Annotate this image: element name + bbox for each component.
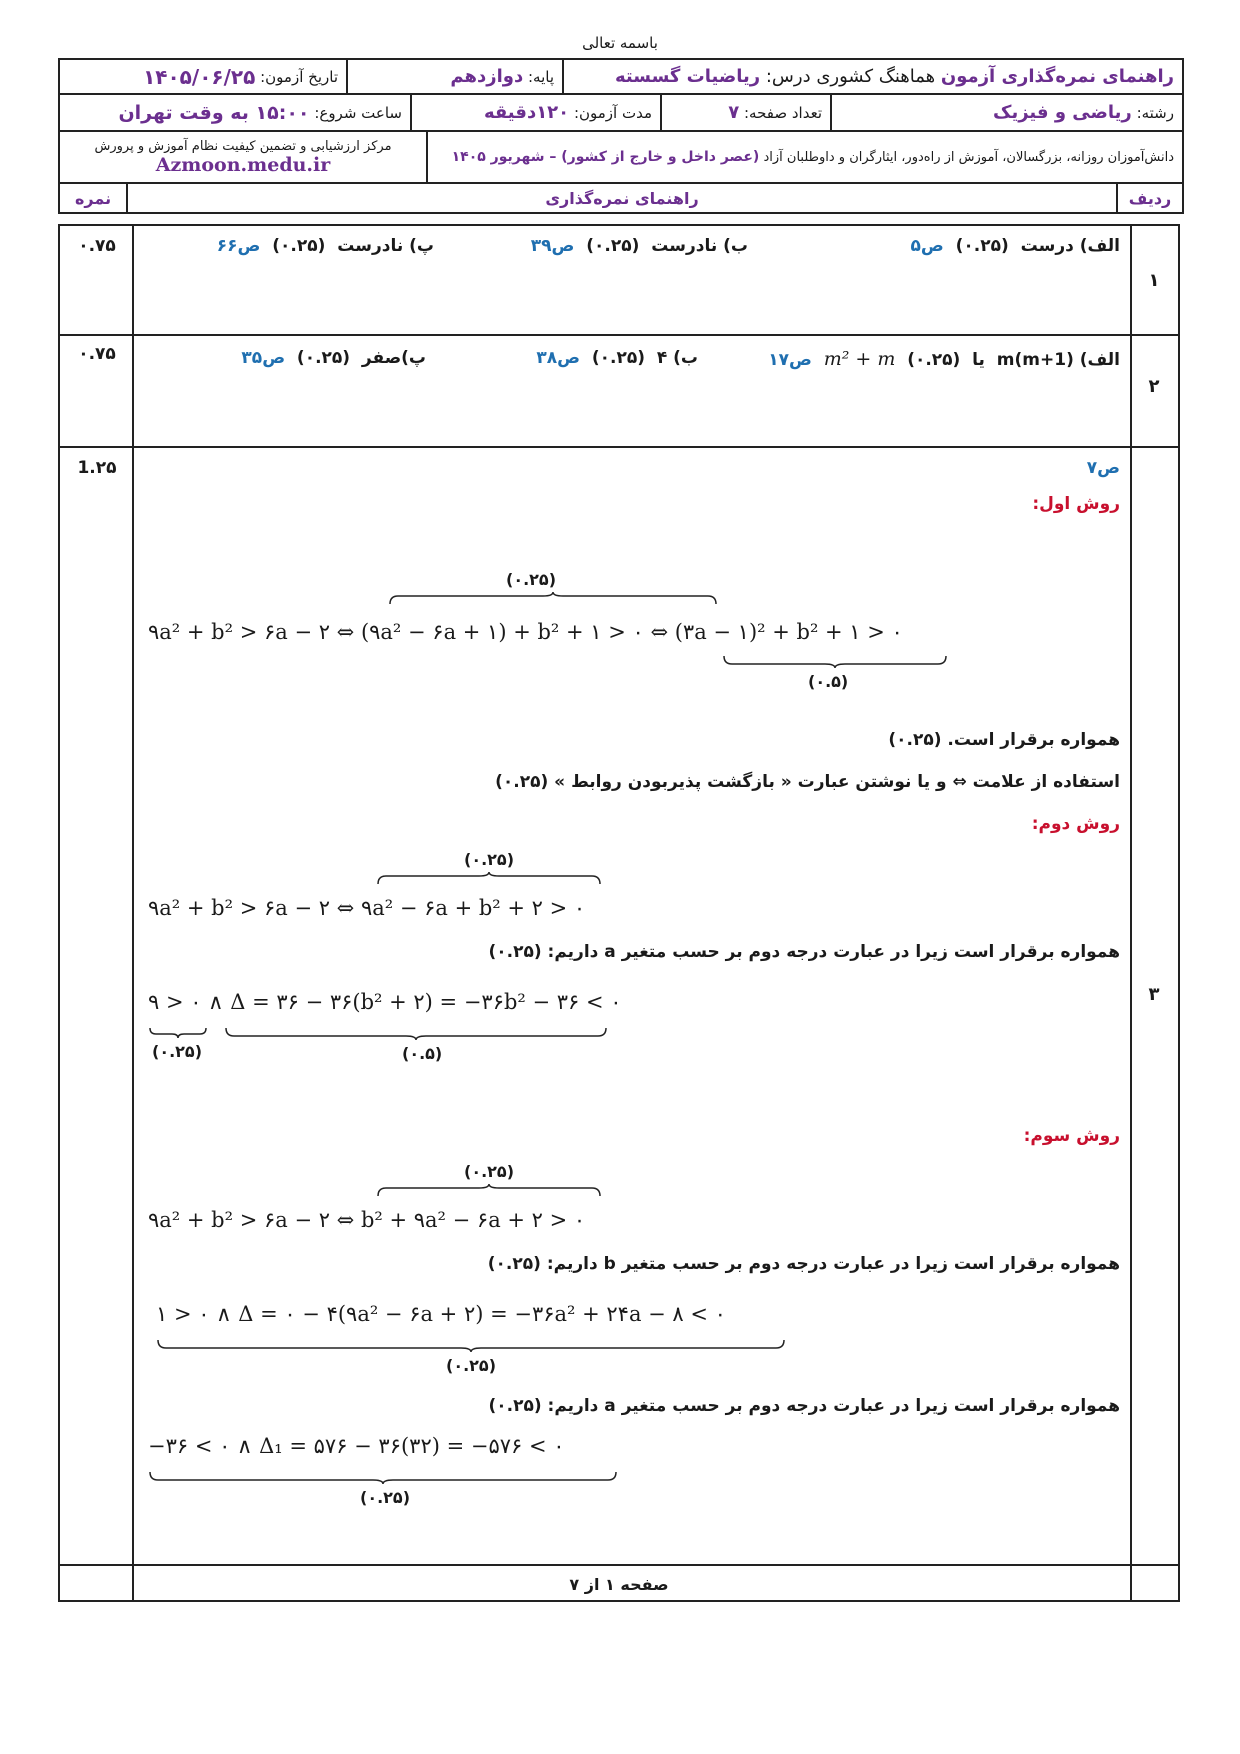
pages-label: تعداد صفحه:	[743, 103, 822, 122]
students-text: دانش‌آموزان روزانه، بزرگسالان، آموزش از راه‌دور، ایثارگران و داوطلبان آزاد	[763, 149, 1174, 165]
col-row-header: ردیف	[1116, 184, 1182, 212]
center-name: مرکز ارزشیابی و تضمین کیفیت نظام آموزش و پرورش	[94, 138, 392, 154]
date-cell	[60, 60, 346, 93]
method2-under-score2: (۰.۵)	[402, 1044, 443, 1063]
site-link[interactable]: Azmoon.medu.ir	[155, 153, 331, 176]
method3-over-score: (۰.۲۵)	[464, 1162, 514, 1181]
method2-over-score: (۰.۲۵)	[464, 850, 514, 869]
row2-part-b: ب) ۴ (۰.۲۵) ص۳۸	[536, 348, 698, 368]
col-guide-header: راهنمای نمره‌گذاری	[126, 184, 1116, 212]
field-cell	[830, 95, 1182, 130]
method1-over-score: (۰.۲۵)	[506, 570, 556, 589]
course-name: ریاضیات گسسته	[615, 66, 761, 87]
start-label: ساعت شروع:	[314, 103, 402, 122]
row1-number: ۱	[1148, 270, 1160, 291]
method3-note2: همواره برقرار است زیرا در عبارت درجه دوم بر حسب متغیر a داریم: (۰.۲۵)	[488, 1396, 1120, 1416]
duration-value: ۱۲۰دقیقه	[483, 102, 570, 123]
method3-under-score1: (۰.۲۵)	[446, 1356, 496, 1375]
row3-score: 1.۲۵	[77, 458, 117, 478]
method1-title: روش اول:	[1032, 494, 1120, 514]
center-cell	[60, 132, 426, 182]
pages-cell	[660, 95, 830, 130]
method3-equation: ۹a² + b² > ۶a − ۲ ⇔ b² + ۹a² − ۶a + ۲ > ۰	[148, 1208, 586, 1232]
method1-under-score: (۰.۵)	[808, 672, 849, 691]
method3-equation2: ۱ > ۰ ∧ Δ = ۰ − ۴(۹a² − ۶a + ۲) = −۳۶a² + ۲۴a − ۸ < ۰	[156, 1302, 726, 1326]
method2-overbrace	[376, 872, 602, 886]
row2-number: ۲	[1148, 376, 1160, 397]
grade-label: پایه:	[527, 67, 554, 86]
method1-underbrace	[722, 654, 948, 668]
start-value: ۱۵:۰۰ به وقت تهران	[118, 101, 310, 124]
field-label: رشته:	[1136, 103, 1174, 122]
field-value: رياضی و فیزیک	[993, 102, 1132, 123]
guide-title: راهنمای نمره‌گذاری آزمون	[940, 66, 1174, 87]
method1-equation: ۹a² + b² > ۶a − ۲ ⇔ (۹a² − ۶a + ۱) + b² + ۱ > ۰ ⇔ (۳a − ۱)² + b² + ۱ > ۰	[148, 620, 903, 644]
duration-cell	[410, 95, 660, 130]
method3-underbrace2	[148, 1470, 618, 1484]
row2-score: ۰.۷۵	[78, 344, 116, 364]
method3-equation3: −۳۶ < ۰ ∧ Δ₁ = ۵۷۶ − ۳۶(۳۲) = −۵۷۶ < ۰	[148, 1434, 565, 1458]
method2-equation: ۹a² + b² > ۶a − ۲ ⇔ ۹a² − ۶a + b² + ۲ > ۰	[148, 896, 586, 920]
students-cell	[426, 132, 1182, 182]
pages-value: ۷	[728, 102, 740, 123]
grade-cell	[346, 60, 562, 93]
method1-note2: استفاده از علامت ⇔ و یا نوشتن عبارت « بازگشت پذیربودن روابط » (۰.۲۵)	[495, 772, 1120, 792]
method3-overbrace	[376, 1184, 602, 1198]
method3-under-score2: (۰.۲۵)	[360, 1488, 410, 1507]
method3-note1: همواره برقرار است زیرا در عبارت درجه دوم بر حسب متغیر b داریم: (۰.۲۵)	[487, 1254, 1120, 1274]
grade-value: دوازدهم	[450, 66, 524, 87]
students-highlight: (عصر داخل و خارج از کشور) – شهریور ۱۴۰۵	[451, 149, 760, 165]
guide-title-cell	[562, 60, 1182, 93]
answer-table	[58, 224, 1180, 1602]
method2-under-score1: (۰.۲۵)	[152, 1042, 202, 1061]
row1-part-a: الف) درست (۰.۲۵) ص۵	[910, 236, 1120, 256]
col-score-header: نمره	[74, 188, 112, 208]
method2-equation2: ۹ > ۰ ∧ Δ = ۳۶ − ۳۶(b² + ۲) = −۳۶b² − ۳۶ < ۰	[148, 990, 622, 1014]
method2-underbrace2	[224, 1026, 608, 1040]
page-footer: صفحه ۱ از ۷	[58, 1564, 1180, 1604]
date-label: تاریخ آزمون:	[260, 67, 338, 86]
start-cell	[60, 95, 410, 130]
row2-part-a: الف) (m(m+1 یا m² + m (۰.۲۵) ص۱۷	[768, 348, 1120, 370]
top-title: باسمه تعالی	[582, 34, 658, 52]
row1-part-b: ب) نادرست (۰.۲۵) ص۳۹	[530, 236, 748, 256]
method2-title: روش دوم:	[1031, 814, 1120, 834]
method2-underbrace1	[148, 1026, 208, 1040]
row2-part-c: پ)صفر (۰.۲۵) ص۳۵	[241, 348, 426, 368]
exam-header	[58, 58, 1184, 214]
date-value: ۱۴۰۵/۰۶/۲۵	[143, 64, 256, 89]
guide-subtitle: هماهنگ کشوری درس:	[765, 66, 936, 87]
row3-number: ۳	[1148, 984, 1160, 1005]
method1-note1: همواره برقرار است. (۰.۲۵)	[888, 730, 1120, 750]
row1-score: ۰.۷۵	[78, 236, 116, 256]
method3-underbrace1	[156, 1338, 786, 1352]
method2-note: همواره برقرار است زیرا در عبارت درجه دوم بر حسب متغیر a داریم: (۰.۲۵)	[488, 942, 1120, 962]
method1-overbrace	[388, 592, 718, 606]
row1-part-c: پ) نادرست (۰.۲۵) ص۶۶	[216, 236, 434, 256]
row3-page-ref: ص۷	[1086, 458, 1120, 478]
method3-title: روش سوم:	[1023, 1126, 1120, 1146]
duration-label: مدت آزمون:	[573, 103, 652, 122]
